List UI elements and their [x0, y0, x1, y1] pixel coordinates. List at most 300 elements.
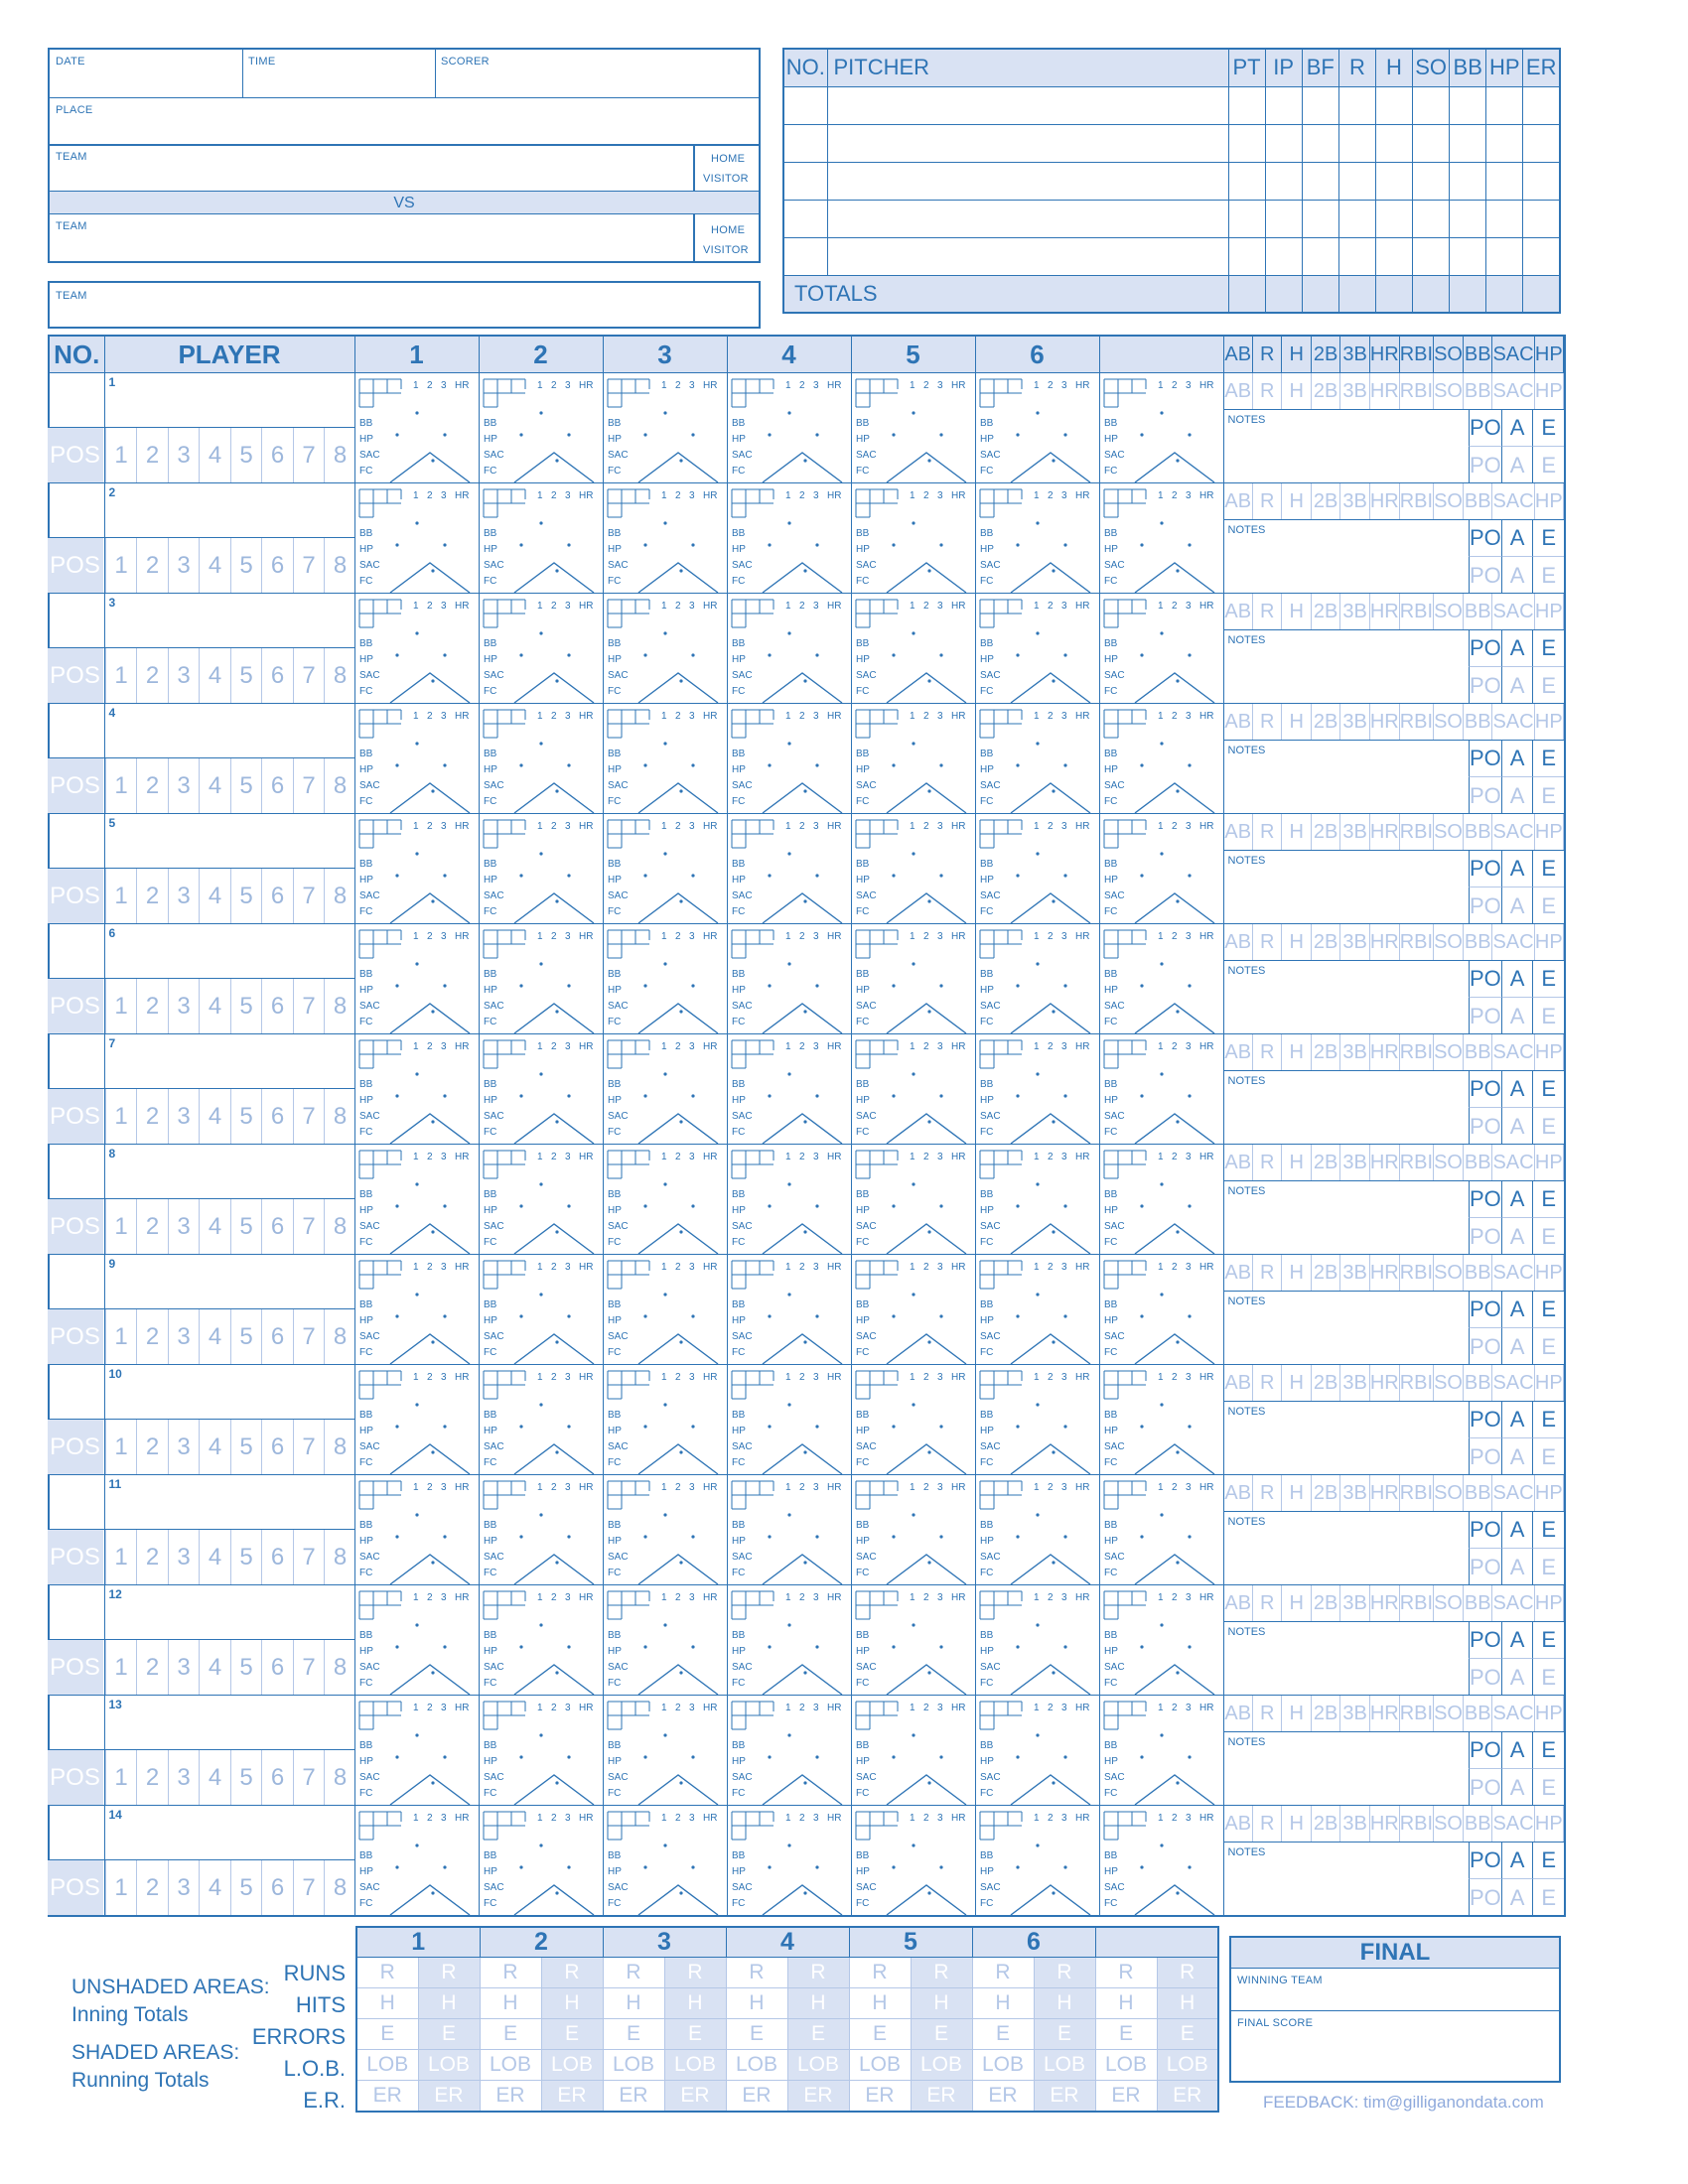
player-stat-h[interactable]: H	[1282, 1145, 1311, 1180]
defense-po-value[interactable]: PO	[1469, 1217, 1501, 1254]
player-name-cell[interactable]	[50, 1255, 354, 1365]
at-bat-cell[interactable]	[603, 1806, 727, 1916]
position-option[interactable]: 1	[105, 538, 137, 593]
defense-a-value[interactable]: A	[1501, 446, 1533, 482]
defense-e-value[interactable]: E	[1532, 1437, 1564, 1474]
pitcher-stat-cell[interactable]	[1413, 237, 1450, 275]
defense-po-value[interactable]: PO	[1469, 1327, 1501, 1364]
running-total-cell[interactable]: R	[911, 1958, 972, 1988]
at-bat-cell[interactable]	[1099, 1696, 1223, 1806]
place-field[interactable]	[50, 98, 759, 144]
position-option[interactable]: 8	[324, 869, 355, 923]
running-total-cell[interactable]: ER	[911, 2081, 972, 2112]
defense-po-value[interactable]: PO	[1469, 666, 1501, 703]
defense-a-value[interactable]: A	[1501, 556, 1533, 593]
pitcher-stat-cell[interactable]	[1338, 162, 1375, 200]
at-bat-cell[interactable]	[479, 594, 603, 704]
position-option[interactable]: 8	[324, 428, 355, 482]
running-total-cell[interactable]: ER	[664, 2081, 726, 2112]
total-cell[interactable]	[1413, 275, 1450, 313]
position-option[interactable]: 8	[324, 648, 355, 703]
player-stat-2b[interactable]: 2B	[1312, 1034, 1340, 1070]
running-total-cell[interactable]: H	[541, 1988, 603, 2019]
player-stat-hr[interactable]: HR	[1370, 1475, 1400, 1511]
pitcher-stat-cell[interactable]	[1413, 162, 1450, 200]
inning-total-cell[interactable]: LOB	[1095, 2050, 1157, 2081]
defense-e-value[interactable]: E	[1532, 1878, 1564, 1915]
position-option[interactable]: 4	[199, 1860, 230, 1915]
defense-e-value[interactable]: E	[1532, 887, 1564, 923]
total-cell[interactable]	[1375, 275, 1412, 313]
defense-e-value[interactable]: E	[1532, 1327, 1564, 1364]
notes-field[interactable]	[1224, 961, 1471, 1034]
at-bat-cell[interactable]	[975, 1475, 1099, 1585]
position-option[interactable]: 8	[324, 1089, 355, 1144]
position-option[interactable]: 2	[136, 1860, 168, 1915]
player-stat-rbi[interactable]: RBI	[1400, 1255, 1434, 1291]
total-cell[interactable]	[1450, 275, 1486, 313]
player-name-cell[interactable]	[50, 814, 354, 924]
position-option[interactable]: 2	[136, 428, 168, 482]
pitcher-stat-cell[interactable]	[1375, 162, 1412, 200]
position-option[interactable]: 3	[168, 538, 200, 593]
notes-field[interactable]	[1224, 741, 1471, 814]
at-bat-cell[interactable]	[727, 1585, 851, 1696]
at-bat-cell[interactable]	[479, 924, 603, 1034]
player-stat-r[interactable]: R	[1253, 704, 1282, 740]
defense-po-value[interactable]: PO	[1469, 1437, 1501, 1474]
running-total-cell[interactable]: R	[541, 1958, 603, 1988]
at-bat-cell[interactable]	[975, 814, 1099, 924]
player-stat-3b[interactable]: 3B	[1340, 483, 1369, 519]
notes-field[interactable]	[1224, 1622, 1471, 1696]
player-stat-ab[interactable]: AB	[1224, 924, 1253, 960]
position-option[interactable]: 3	[168, 979, 200, 1033]
player-stat-r[interactable]: R	[1253, 1475, 1282, 1511]
player-stat-so[interactable]: SO	[1434, 1145, 1464, 1180]
at-bat-cell[interactable]	[603, 704, 727, 814]
position-option[interactable]: 7	[293, 1750, 325, 1805]
position-option[interactable]: 5	[230, 869, 262, 923]
player-stat-3b[interactable]: 3B	[1340, 1585, 1369, 1621]
at-bat-cell[interactable]	[603, 483, 727, 594]
total-cell[interactable]	[1228, 275, 1265, 313]
running-total-cell[interactable]: LOB	[1034, 2050, 1095, 2081]
pitcher-stat-cell[interactable]	[1302, 200, 1338, 237]
player-stat-hp[interactable]: HP	[1535, 594, 1564, 629]
defense-a-value[interactable]: A	[1501, 1217, 1533, 1254]
pitcher-stat-cell[interactable]	[1450, 124, 1486, 162]
player-stat-rbi[interactable]: RBI	[1400, 483, 1434, 519]
position-option[interactable]: 6	[261, 1640, 293, 1695]
defense-e-value[interactable]: E	[1532, 446, 1564, 482]
at-bat-cell[interactable]	[479, 1696, 603, 1806]
position-option[interactable]: 7	[293, 538, 325, 593]
pitcher-no-cell[interactable]	[783, 162, 827, 200]
defense-a-value[interactable]: A	[1501, 1437, 1533, 1474]
pitcher-stat-cell[interactable]	[1523, 200, 1560, 237]
at-bat-cell[interactable]	[354, 594, 479, 704]
position-option[interactable]: 3	[168, 1530, 200, 1584]
pitcher-stat-cell[interactable]	[1523, 237, 1560, 275]
defense-a-value[interactable]: A	[1501, 1548, 1533, 1584]
time-field[interactable]	[243, 50, 435, 97]
player-stat-so[interactable]: SO	[1434, 1365, 1464, 1401]
pitcher-stat-cell[interactable]	[1523, 86, 1560, 124]
notes-field[interactable]	[1224, 851, 1471, 924]
player-name-cell[interactable]	[50, 1585, 354, 1696]
player-stat-hr[interactable]: HR	[1370, 373, 1400, 409]
at-bat-cell[interactable]	[354, 1806, 479, 1916]
position-option[interactable]: 5	[230, 1750, 262, 1805]
pitcher-stat-cell[interactable]	[1338, 124, 1375, 162]
player-stat-sac[interactable]: SAC	[1492, 594, 1534, 629]
position-option[interactable]: 7	[293, 869, 325, 923]
at-bat-cell[interactable]	[975, 704, 1099, 814]
at-bat-cell[interactable]	[975, 1696, 1099, 1806]
at-bat-cell[interactable]	[354, 814, 479, 924]
position-option[interactable]: 4	[199, 1089, 230, 1144]
pitcher-stat-cell[interactable]	[1486, 200, 1523, 237]
player-stat-sac[interactable]: SAC	[1492, 1585, 1534, 1621]
pitcher-stat-cell[interactable]	[1302, 86, 1338, 124]
player-stat-hp[interactable]: HP	[1535, 924, 1564, 960]
running-total-cell[interactable]: H	[787, 1988, 849, 2019]
player-stat-3b[interactable]: 3B	[1340, 814, 1369, 850]
position-option[interactable]: 4	[199, 1530, 230, 1584]
pitcher-name-cell[interactable]	[827, 162, 1228, 200]
at-bat-cell[interactable]	[851, 1475, 975, 1585]
pitcher-stat-cell[interactable]	[1375, 86, 1412, 124]
defense-po-value[interactable]: PO	[1469, 776, 1501, 813]
player-stat-r[interactable]: R	[1253, 1255, 1282, 1291]
player-stat-r[interactable]: R	[1253, 373, 1282, 409]
inning-total-cell[interactable]: E	[1095, 2019, 1157, 2050]
inning-total-cell[interactable]: H	[849, 1988, 911, 2019]
at-bat-cell[interactable]	[851, 1365, 975, 1475]
defense-a-value[interactable]: A	[1501, 1107, 1533, 1144]
at-bat-cell[interactable]	[727, 594, 851, 704]
pitcher-stat-cell[interactable]	[1228, 124, 1265, 162]
position-option[interactable]: 4	[199, 758, 230, 813]
player-stat-2b[interactable]: 2B	[1312, 1145, 1340, 1180]
position-option[interactable]: 7	[293, 428, 325, 482]
defense-e-value[interactable]: E	[1532, 556, 1564, 593]
player-stat-2b[interactable]: 2B	[1312, 1255, 1340, 1291]
player-stat-ab[interactable]: AB	[1224, 1255, 1253, 1291]
team1-visitor-option[interactable]: VISITOR	[703, 173, 749, 185]
position-option[interactable]: 6	[261, 538, 293, 593]
position-option[interactable]: 6	[261, 1199, 293, 1254]
position-option[interactable]: 4	[199, 979, 230, 1033]
position-option[interactable]: 1	[105, 428, 137, 482]
at-bat-cell[interactable]	[603, 373, 727, 483]
player-stat-hr[interactable]: HR	[1370, 1365, 1400, 1401]
player-stat-3b[interactable]: 3B	[1340, 594, 1369, 629]
at-bat-cell[interactable]	[603, 1255, 727, 1365]
player-stat-hr[interactable]: HR	[1370, 1696, 1400, 1731]
inning-total-cell[interactable]: R	[726, 1958, 787, 1988]
player-stat-bb[interactable]: BB	[1464, 924, 1492, 960]
defense-po-value[interactable]: PO	[1469, 1107, 1501, 1144]
player-stat-bb[interactable]: BB	[1464, 1806, 1492, 1842]
inning-total-cell[interactable]: H	[480, 1988, 541, 2019]
pitcher-stat-cell[interactable]	[1450, 237, 1486, 275]
at-bat-cell[interactable]	[851, 1034, 975, 1145]
at-bat-cell[interactable]	[727, 1696, 851, 1806]
defense-a-value[interactable]: A	[1501, 1658, 1533, 1695]
position-option[interactable]: 5	[230, 1860, 262, 1915]
position-option[interactable]: 2	[136, 1530, 168, 1584]
player-stat-ab[interactable]: AB	[1224, 373, 1253, 409]
at-bat-cell[interactable]	[354, 1145, 479, 1255]
at-bat-cell[interactable]	[851, 1696, 975, 1806]
position-option[interactable]: 4	[199, 1199, 230, 1254]
at-bat-cell[interactable]	[1099, 1365, 1223, 1475]
running-total-cell[interactable]: ER	[541, 2081, 603, 2112]
inning-total-cell[interactable]: R	[1095, 1958, 1157, 1988]
player-stat-so[interactable]: SO	[1434, 373, 1464, 409]
player-stat-rbi[interactable]: RBI	[1400, 704, 1434, 740]
at-bat-cell[interactable]	[851, 814, 975, 924]
inning-total-cell[interactable]: ER	[480, 2081, 541, 2112]
inning-total-cell[interactable]: ER	[356, 2081, 418, 2112]
pitcher-name-cell[interactable]	[827, 237, 1228, 275]
inning-total-cell[interactable]: LOB	[726, 2050, 787, 2081]
position-option[interactable]: 6	[261, 979, 293, 1033]
pitcher-stat-cell[interactable]	[1413, 124, 1450, 162]
at-bat-cell[interactable]	[851, 1255, 975, 1365]
pitcher-stat-cell[interactable]	[1413, 200, 1450, 237]
at-bat-cell[interactable]	[479, 373, 603, 483]
player-stat-sac[interactable]: SAC	[1492, 924, 1534, 960]
player-stat-r[interactable]: R	[1253, 924, 1282, 960]
player-stat-r[interactable]: R	[1253, 814, 1282, 850]
player-stat-sac[interactable]: SAC	[1492, 1475, 1534, 1511]
running-total-cell[interactable]: H	[1157, 1988, 1218, 2019]
player-stat-ab[interactable]: AB	[1224, 1475, 1253, 1511]
player-stat-so[interactable]: SO	[1434, 1585, 1464, 1621]
player-stat-hp[interactable]: HP	[1535, 1806, 1564, 1842]
at-bat-cell[interactable]	[603, 1145, 727, 1255]
player-name-cell[interactable]	[50, 924, 354, 1034]
notes-field[interactable]	[1224, 520, 1471, 594]
player-name-cell[interactable]	[50, 1365, 354, 1475]
inning-total-cell[interactable]: E	[603, 2019, 664, 2050]
at-bat-cell[interactable]	[851, 483, 975, 594]
player-name-cell[interactable]	[50, 1806, 354, 1916]
at-bat-cell[interactable]	[354, 704, 479, 814]
inning-total-cell[interactable]: E	[849, 2019, 911, 2050]
position-option[interactable]: 7	[293, 1199, 325, 1254]
inning-total-cell[interactable]: ER	[726, 2081, 787, 2112]
defense-e-value[interactable]: E	[1532, 997, 1564, 1033]
inning-total-cell[interactable]: LOB	[356, 2050, 418, 2081]
pitcher-name-cell[interactable]	[827, 124, 1228, 162]
defense-po-value[interactable]: PO	[1469, 1878, 1501, 1915]
position-option[interactable]: 3	[168, 1750, 200, 1805]
position-option[interactable]: 4	[199, 869, 230, 923]
at-bat-cell[interactable]	[727, 1145, 851, 1255]
notes-field[interactable]	[1224, 1292, 1471, 1365]
position-option[interactable]: 3	[168, 1199, 200, 1254]
player-stat-bb[interactable]: BB	[1464, 1145, 1492, 1180]
defense-e-value[interactable]: E	[1532, 1107, 1564, 1144]
position-option[interactable]: 6	[261, 869, 293, 923]
at-bat-cell[interactable]	[851, 1806, 975, 1916]
player-stat-2b[interactable]: 2B	[1312, 1696, 1340, 1731]
position-option[interactable]: 1	[105, 758, 137, 813]
at-bat-cell[interactable]	[603, 1696, 727, 1806]
player-stat-bb[interactable]: BB	[1464, 373, 1492, 409]
running-total-cell[interactable]: E	[1034, 2019, 1095, 2050]
at-bat-cell[interactable]	[851, 924, 975, 1034]
position-option[interactable]: 3	[168, 1420, 200, 1474]
player-stat-ab[interactable]: AB	[1224, 1585, 1253, 1621]
defense-a-value[interactable]: A	[1501, 1327, 1533, 1364]
team2-visitor-option[interactable]: VISITOR	[703, 244, 749, 256]
team-box[interactable]	[48, 281, 761, 329]
at-bat-cell[interactable]	[479, 1806, 603, 1916]
inning-total-cell[interactable]: H	[603, 1988, 664, 2019]
at-bat-cell[interactable]	[479, 1034, 603, 1145]
player-stat-bb[interactable]: BB	[1464, 1585, 1492, 1621]
total-cell[interactable]	[1302, 275, 1338, 313]
winning-team-field[interactable]	[1231, 1969, 1559, 2011]
player-stat-2b[interactable]: 2B	[1312, 924, 1340, 960]
player-stat-hp[interactable]: HP	[1535, 1585, 1564, 1621]
total-cell[interactable]	[1265, 275, 1302, 313]
pitcher-stat-cell[interactable]	[1228, 86, 1265, 124]
player-stat-rbi[interactable]: RBI	[1400, 1585, 1434, 1621]
inning-total-cell[interactable]: E	[726, 2019, 787, 2050]
player-stat-rbi[interactable]: RBI	[1400, 1034, 1434, 1070]
player-stat-rbi[interactable]: RBI	[1400, 1365, 1434, 1401]
player-stat-ab[interactable]: AB	[1224, 1034, 1253, 1070]
at-bat-cell[interactable]	[479, 1585, 603, 1696]
player-stat-hr[interactable]: HR	[1370, 1034, 1400, 1070]
running-total-cell[interactable]: ER	[1034, 2081, 1095, 2112]
position-option[interactable]: 6	[261, 1860, 293, 1915]
player-stat-sac[interactable]: SAC	[1492, 704, 1534, 740]
player-stat-ab[interactable]: AB	[1224, 704, 1253, 740]
position-option[interactable]: 2	[136, 869, 168, 923]
position-option[interactable]: 1	[105, 1420, 137, 1474]
player-stat-bb[interactable]: BB	[1464, 594, 1492, 629]
position-option[interactable]: 7	[293, 1860, 325, 1915]
pitcher-stat-cell[interactable]	[1228, 237, 1265, 275]
pitcher-name-cell[interactable]	[827, 200, 1228, 237]
player-stat-bb[interactable]: BB	[1464, 1696, 1492, 1731]
at-bat-cell[interactable]	[727, 924, 851, 1034]
inning-total-cell[interactable]: LOB	[603, 2050, 664, 2081]
total-cell[interactable]	[1486, 275, 1523, 313]
position-option[interactable]: 5	[230, 1089, 262, 1144]
player-stat-2b[interactable]: 2B	[1312, 373, 1340, 409]
at-bat-cell[interactable]	[1099, 1585, 1223, 1696]
running-total-cell[interactable]: R	[664, 1958, 726, 1988]
player-stat-rbi[interactable]: RBI	[1400, 594, 1434, 629]
pitcher-stat-cell[interactable]	[1486, 86, 1523, 124]
position-option[interactable]: 1	[105, 869, 137, 923]
player-stat-hp[interactable]: HP	[1535, 814, 1564, 850]
at-bat-cell[interactable]	[727, 1365, 851, 1475]
position-option[interactable]: 5	[230, 538, 262, 593]
player-stat-sac[interactable]: SAC	[1492, 1696, 1534, 1731]
running-total-cell[interactable]: ER	[418, 2081, 480, 2112]
position-option[interactable]: 1	[105, 1089, 137, 1144]
position-option[interactable]: 4	[199, 428, 230, 482]
player-stat-h[interactable]: H	[1282, 1034, 1311, 1070]
defense-a-value[interactable]: A	[1501, 1768, 1533, 1805]
running-total-cell[interactable]: E	[418, 2019, 480, 2050]
player-stat-so[interactable]: SO	[1434, 1255, 1464, 1291]
position-option[interactable]: 4	[199, 1420, 230, 1474]
player-stat-sac[interactable]: SAC	[1492, 814, 1534, 850]
notes-field[interactable]	[1224, 410, 1471, 483]
player-stat-hp[interactable]: HP	[1535, 483, 1564, 519]
position-option[interactable]: 6	[261, 1420, 293, 1474]
player-stat-sac[interactable]: SAC	[1492, 483, 1534, 519]
at-bat-cell[interactable]	[354, 1365, 479, 1475]
position-option[interactable]: 5	[230, 1640, 262, 1695]
notes-field[interactable]	[1224, 1402, 1471, 1475]
position-option[interactable]: 5	[230, 1530, 262, 1584]
defense-a-value[interactable]: A	[1501, 997, 1533, 1033]
player-stat-h[interactable]: H	[1282, 814, 1311, 850]
position-option[interactable]: 1	[105, 1199, 137, 1254]
running-total-cell[interactable]: R	[1034, 1958, 1095, 1988]
player-stat-2b[interactable]: 2B	[1312, 814, 1340, 850]
at-bat-cell[interactable]	[354, 483, 479, 594]
position-option[interactable]: 5	[230, 428, 262, 482]
position-option[interactable]: 6	[261, 428, 293, 482]
pitcher-stat-cell[interactable]	[1450, 86, 1486, 124]
at-bat-cell[interactable]	[851, 1145, 975, 1255]
at-bat-cell[interactable]	[727, 1475, 851, 1585]
inning-total-cell[interactable]: H	[972, 1988, 1034, 2019]
position-option[interactable]: 7	[293, 648, 325, 703]
player-stat-ab[interactable]: AB	[1224, 594, 1253, 629]
at-bat-cell[interactable]	[603, 814, 727, 924]
position-option[interactable]: 2	[136, 648, 168, 703]
player-stat-ab[interactable]: AB	[1224, 1696, 1253, 1731]
running-total-cell[interactable]: R	[787, 1958, 849, 1988]
running-total-cell[interactable]: LOB	[664, 2050, 726, 2081]
position-option[interactable]: 2	[136, 1089, 168, 1144]
at-bat-cell[interactable]	[975, 483, 1099, 594]
inning-total-cell[interactable]: H	[726, 1988, 787, 2019]
player-stat-h[interactable]: H	[1282, 1475, 1311, 1511]
player-stat-3b[interactable]: 3B	[1340, 1255, 1369, 1291]
at-bat-cell[interactable]	[479, 814, 603, 924]
position-option[interactable]: 6	[261, 758, 293, 813]
pitcher-stat-cell[interactable]	[1228, 162, 1265, 200]
pitcher-stat-cell[interactable]	[1265, 237, 1302, 275]
position-option[interactable]: 5	[230, 758, 262, 813]
player-stat-r[interactable]: R	[1253, 1365, 1282, 1401]
at-bat-cell[interactable]	[354, 1034, 479, 1145]
position-option[interactable]: 2	[136, 1309, 168, 1364]
team2-home-option[interactable]: HOME	[711, 224, 746, 236]
running-total-cell[interactable]: R	[1157, 1958, 1218, 1988]
at-bat-cell[interactable]	[1099, 1475, 1223, 1585]
player-stat-h[interactable]: H	[1282, 1365, 1311, 1401]
position-option[interactable]: 2	[136, 1420, 168, 1474]
position-option[interactable]: 8	[324, 1530, 355, 1584]
player-stat-sac[interactable]: SAC	[1492, 373, 1534, 409]
position-option[interactable]: 8	[324, 1420, 355, 1474]
